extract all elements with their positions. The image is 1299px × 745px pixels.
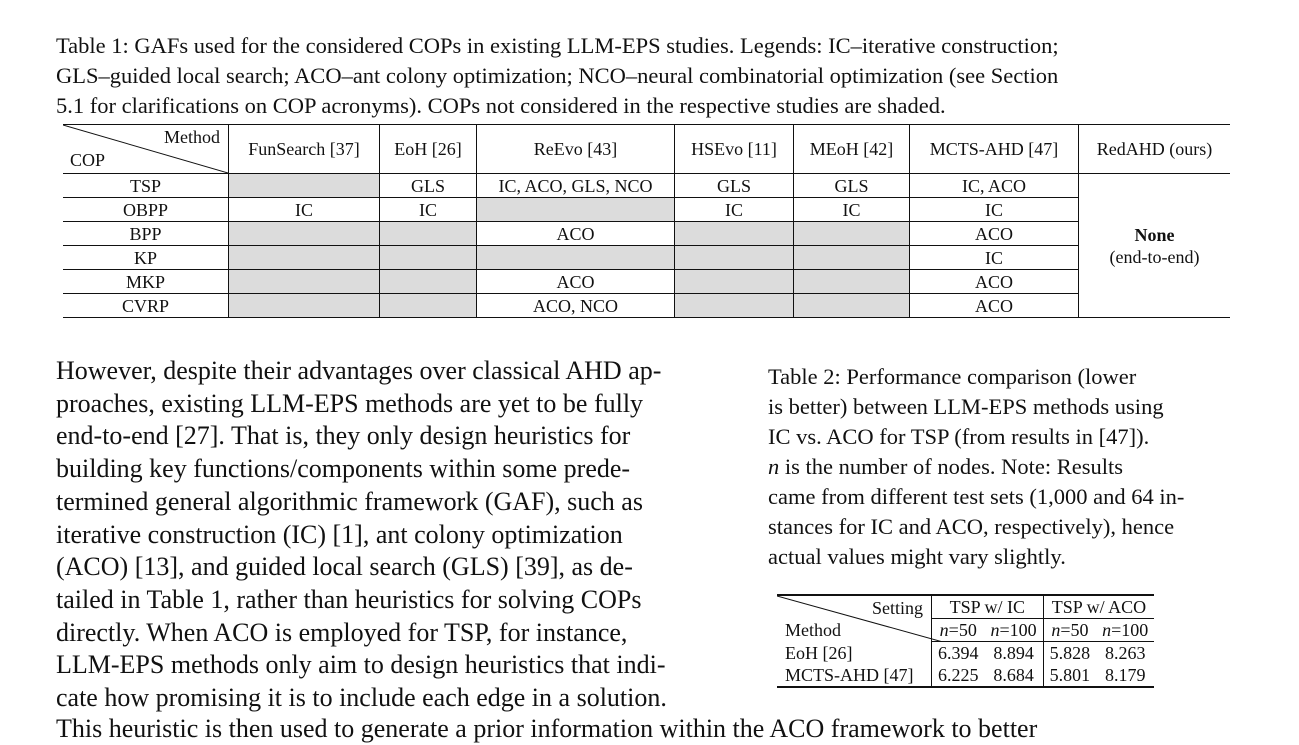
caption-line: 5.1 for clarifications on COP acronyms). COPs not considered in the respective studies are shaded. <box>56 93 946 118</box>
table-cell <box>794 270 910 294</box>
cop-name: OBPP <box>63 198 229 222</box>
table-cell <box>380 270 477 294</box>
table-cell <box>675 270 794 294</box>
header-hsevo: HSEvo [11] <box>675 125 794 174</box>
table1 <box>63 124 1230 318</box>
caption-line-text: is the number of nodes. Note: Results <box>784 454 1123 479</box>
body-line: building key functions/components within some prede- <box>56 454 631 484</box>
body-line: LLM-EPS methods only aim to design heuristics that indi- <box>56 650 666 680</box>
table-cell <box>477 198 675 222</box>
diagonal-divider <box>777 596 943 642</box>
method-name: EoH [26] <box>785 642 853 663</box>
body-line: tailed in Table 1, rather than heuristics for solving COPs <box>56 584 642 614</box>
body-line: (ACO) [13], and guided local search (GLS) [39], as de- <box>56 552 633 582</box>
header-funsearch: FunSearch [37] <box>229 125 380 174</box>
redahd-none: None <box>1134 224 1175 245</box>
table-cell <box>229 294 380 318</box>
body-line: end-to-end [27]. That is, they only design heuristics for <box>56 421 631 451</box>
table-cell <box>229 174 380 198</box>
table-cell: IC <box>380 198 477 222</box>
table-cell: ACO <box>910 294 1079 318</box>
header-eoh: EoH [26] <box>380 125 477 174</box>
body-line: iterative construction (IC) [1], ant colony optimization <box>56 519 623 549</box>
cop-name: MKP <box>63 270 229 294</box>
table-cell: IC <box>910 246 1079 270</box>
cop-name: BPP <box>63 222 229 246</box>
table-cell: 8.263 <box>1104 643 1146 663</box>
table-cell <box>380 246 477 270</box>
table2-corner-cell <box>777 595 932 642</box>
body-cut-line: This heuristic is then used to generate a prior information within the ACO framework to better <box>56 714 1038 743</box>
table1-caption <box>56 31 1246 121</box>
caption-line <box>768 452 1248 482</box>
redahd-cell <box>1079 174 1231 318</box>
corner-cop-label: COP <box>70 150 106 170</box>
table-row <box>777 664 1154 687</box>
table-cell <box>380 294 477 318</box>
caption-line: is better) between LLM-EPS methods using <box>768 394 1164 419</box>
redahd-end-to-end: (end-to-end) <box>1109 246 1200 267</box>
table-cell <box>794 294 910 318</box>
table-cell: 8.179 <box>1096 664 1154 687</box>
table-cell: 5.801 <box>1043 664 1096 687</box>
table-cell: GLS <box>675 174 794 198</box>
table-cell: IC <box>675 198 794 222</box>
table-cell <box>794 246 910 270</box>
subheader-n100: n=100 <box>1096 619 1154 642</box>
header-reevo: ReEvo [43] <box>477 125 675 174</box>
corner-setting-label: Setting <box>871 597 923 618</box>
body-line: termined general algorithmic framework (GAF), such as <box>56 486 643 516</box>
table-cell <box>477 246 675 270</box>
header-mcts-ahd: MCTS-AHD [47] <box>910 125 1079 174</box>
caption-line: IC vs. ACO for TSP (from results in [47]). <box>768 424 1150 449</box>
cop-name: TSP <box>63 174 229 198</box>
n-symbol: n <box>768 454 780 479</box>
table-cell <box>794 222 910 246</box>
table-cell <box>229 270 380 294</box>
table-cell: 5.828 <box>1043 642 1096 665</box>
table-row <box>63 198 1230 222</box>
table-cell: 8.684 <box>985 664 1044 687</box>
cop-name: CVRP <box>63 294 229 318</box>
table1-corner-cell <box>63 125 229 174</box>
table-row <box>63 294 1230 318</box>
caption-line: Table 1: GAFs used for the considered COPs in existing LLM-EPS studies. Legends: IC–iterative construction; <box>56 33 1059 58</box>
table-cell <box>380 222 477 246</box>
table-cell: 8.894 <box>993 643 1034 663</box>
table-cell: GLS <box>380 174 477 198</box>
table-cell: IC, ACO, GLS, NCO <box>477 174 675 198</box>
caption-line: GLS–guided local search; ACO–ant colony optimization; NCO–neural combinatorial optimization (see Section <box>56 63 1059 88</box>
body-line: directly. When ACO is employed for TSP, for instance, <box>56 617 628 647</box>
table-row <box>63 246 1230 270</box>
table-cell: ACO, NCO <box>477 294 675 318</box>
caption-line: stances for IC and ACO, respectively), hence <box>768 514 1175 539</box>
body-line: cate how promising it is to include each edge in a solution. <box>56 683 667 713</box>
subheader-n50: n=50 <box>1043 619 1096 642</box>
table-cell: IC <box>794 198 910 222</box>
table-cell: IC <box>229 198 380 222</box>
corner-method-label: Method <box>785 619 841 640</box>
table-cell: IC, ACO <box>910 174 1079 198</box>
caption-line: came from different test sets (1,000 and 64 in- <box>768 484 1185 509</box>
table-cell: ACO <box>910 222 1079 246</box>
table-cell <box>675 294 794 318</box>
caption-line: Table 2: Performance comparison (lower <box>768 364 1137 389</box>
table-cell: 6.225 <box>932 664 985 687</box>
table-cell: 6.394 <box>932 642 985 665</box>
subheader-n100: n=100 <box>985 619 1044 642</box>
table2-caption <box>768 362 1248 572</box>
table1-header-row <box>63 125 1230 174</box>
method-name: MCTS-AHD [47] <box>777 664 932 687</box>
table-row <box>63 222 1230 246</box>
table-cell <box>229 246 380 270</box>
body-paragraph <box>56 355 746 715</box>
table-cell: ACO <box>477 222 675 246</box>
table2 <box>777 594 1154 688</box>
table-row <box>63 174 1230 198</box>
table-cell: GLS <box>794 174 910 198</box>
subheader-n50: n=50 <box>932 619 985 642</box>
header-redahd: RedAHD (ours) <box>1079 125 1231 174</box>
table-cell <box>675 222 794 246</box>
table-cell: ACO <box>910 270 1079 294</box>
caption-line: actual values might vary slightly. <box>768 544 1066 569</box>
corner-method-label: Method <box>164 127 220 147</box>
table-cell: IC <box>910 198 1079 222</box>
table-row <box>777 642 1154 665</box>
table2-header-row <box>777 595 1154 619</box>
table-cell <box>675 246 794 270</box>
table-cell: ACO <box>477 270 675 294</box>
cop-name: KP <box>63 246 229 270</box>
group-tsp-ic: TSP w/ IC <box>932 595 1044 619</box>
body-line: proaches, existing LLM-EPS methods are yet to be fully <box>56 388 644 418</box>
header-meoh: MEoH [42] <box>794 125 910 174</box>
table-row <box>63 270 1230 294</box>
body-line: However, despite their advantages over classical AHD ap- <box>56 356 662 385</box>
table-cell <box>229 222 380 246</box>
group-tsp-aco: TSP w/ ACO <box>1043 595 1154 619</box>
